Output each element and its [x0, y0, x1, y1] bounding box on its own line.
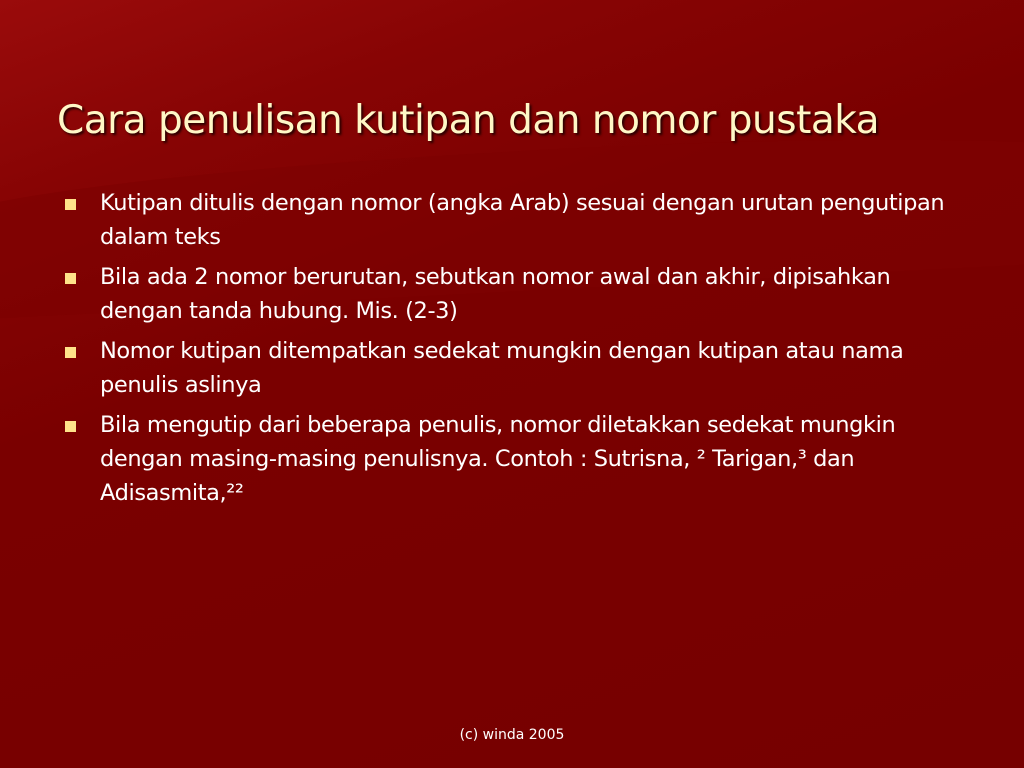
square-bullet-icon	[65, 347, 76, 358]
bullet-text: Kutipan ditulis dengan nomor (angka Arab) sesuai dengan urutan pengutipan dalam teks	[100, 190, 945, 250]
bullet-text: Bila ada 2 nomor berurutan, sebutkan nomor awal dan akhir, dipisahkan dengan tanda hubung. Mis. (2-3)	[100, 264, 891, 324]
bullet-text: Bila mengutip dari beberapa penulis, nomor diletakkan sedekat mungkin dengan masing-masing penulisnya. Contoh : Sutrisna, ² Tarigan,³ dan Adisasmita,²²	[100, 412, 896, 506]
bullet-item	[60, 260, 960, 328]
square-bullet-icon	[65, 273, 76, 284]
bullet-item	[60, 186, 960, 254]
square-bullet-icon	[65, 421, 76, 432]
slide-title: Cara penulisan kutipan dan nomor pustaka	[57, 98, 880, 143]
bullet-item	[60, 334, 960, 402]
bullet-item	[60, 408, 960, 510]
slide-footer: (c) winda 2005	[459, 727, 565, 743]
bullet-text: Nomor kutipan ditempatkan sedekat mungkin dengan kutipan atau nama penulis aslinya	[100, 338, 904, 398]
square-bullet-icon	[65, 199, 76, 210]
bullet-list	[60, 186, 960, 516]
